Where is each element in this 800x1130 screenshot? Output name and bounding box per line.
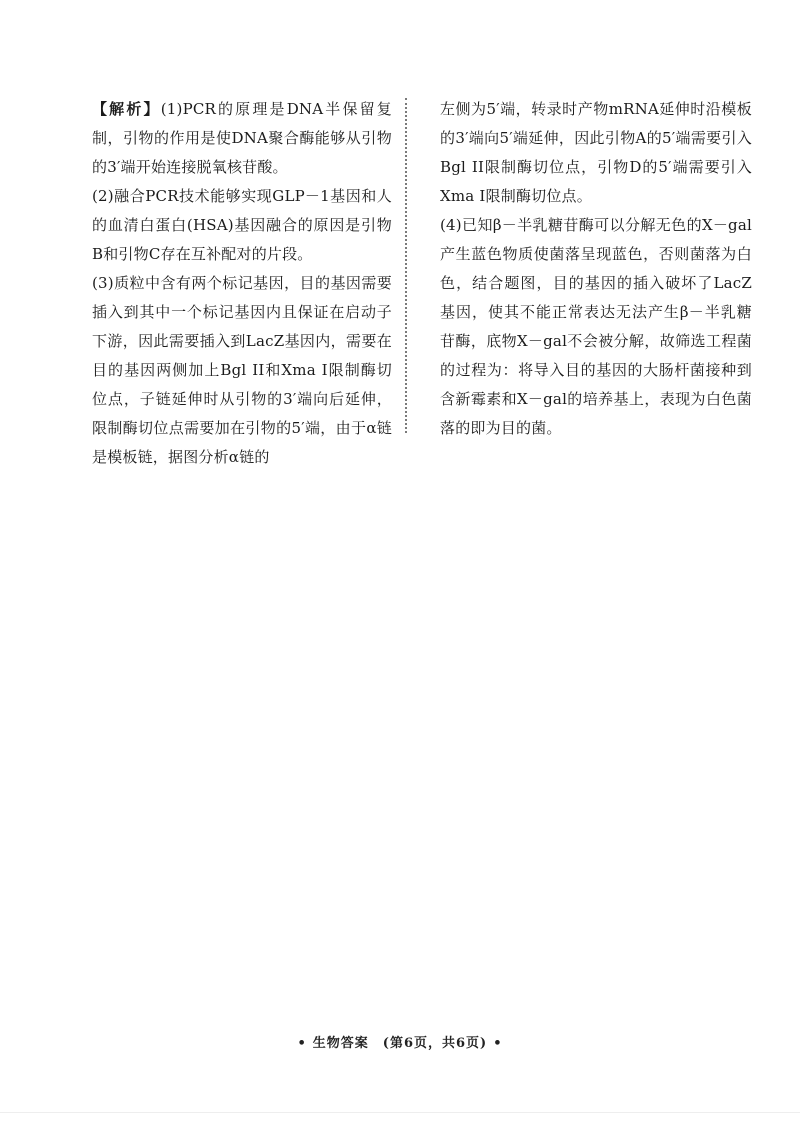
left-column [92, 95, 392, 472]
analysis-paragraph-1-text: (1)PCR的原理是DNA半保留复制，引物的作用是使DNA聚合酶能够从引物的3′端开始连接脱氧核苷酸。 [92, 100, 392, 176]
analysis-paragraph-3-continued: 左侧为5′端，转录时产物mRNA延伸时沿模板的3′端向5′端延伸，因此引物A的5′端需要引入Bgl II限制酶切位点，引物D的5′端需要引入Xma I限制酶切位点。 [440, 100, 752, 205]
footer-bullet-left: • [297, 1036, 307, 1051]
footer-page-number: (第6页，共6页) [382, 1036, 488, 1051]
footer-subject: 生物答案 [312, 1036, 369, 1051]
page-footer [0, 1032, 800, 1051]
analysis-paragraph-1 [92, 95, 392, 182]
bottom-edge-line [0, 1112, 800, 1113]
analysis-paragraph-3: (3)质粒中含有两个标记基因，目的基因需要插入到其中一个标记基因内且保证在启动子下游，因此需要插入到LacZ基因内，需要在目的基因两侧加上Bgl II和Xma I限制酶切位点，子链延伸时从引物的3′端向后延伸，限制酶切位点需要加在引物的5′端，由于α链是模板链，据图分析α链的 [92, 274, 392, 466]
right-column [440, 95, 752, 443]
column-divider [405, 98, 407, 433]
analysis-paragraph-4: (4)已知β－半乳糖苷酶可以分解无色的X－gal产生蓝色物质使菌落呈现蓝色，否则菌落为白色，结合题图，目的基因的插入破坏了LacZ基因，使其不能正常表达无法产生β－半乳糖苷酶，底物X－gal不会被分解，故筛选工程菌的过程为：将导入目的基因的大肠杆菌接种到含新霉素和X－gal的培养基上，表现为白色菌落的即为目的菌。 [440, 216, 752, 437]
analysis-paragraph-2: (2)融合PCR技术能够实现GLP－1基因和人的血清白蛋白(HSA)基因融合的原因是引物B和引物C存在互补配对的片段。 [92, 187, 392, 263]
analysis-label: 【解析】 [92, 100, 161, 118]
footer-bullet-right: • [493, 1036, 503, 1051]
